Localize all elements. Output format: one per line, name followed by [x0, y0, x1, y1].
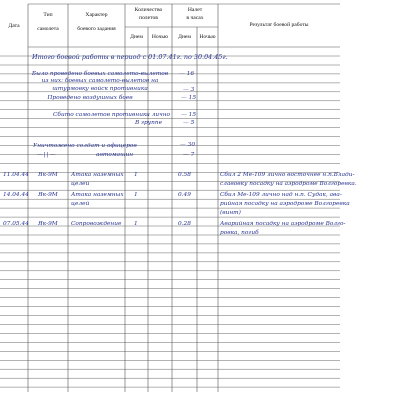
- header-aircraft-type-line1: Тип: [43, 12, 53, 18]
- summary-air-battles: Проведено воздушных боев: [47, 95, 133, 101]
- entry-1-sorties-day: 1: [134, 172, 138, 178]
- header-hours-day: Днем: [178, 34, 191, 40]
- header-sorties-day: Днем: [130, 34, 143, 40]
- summary-air-battles-value: — 15: [181, 95, 197, 101]
- entry-2-date: 14.04.44: [3, 192, 29, 198]
- summary-vehicles-value: — 7: [183, 152, 195, 158]
- entry-3-mission-line1: Сопровождение: [71, 221, 122, 227]
- entry-2-mission-line1: Атака наземных: [71, 192, 124, 198]
- entry-1-aircraft: Як-9М: [38, 172, 58, 178]
- summary-sorties-line2: из них: боевых самолето-вылетов на: [41, 78, 159, 84]
- summary-sorties-line1: Было проведено боевых самолето-вылетов: [31, 71, 169, 77]
- header-date: Дата: [8, 23, 20, 29]
- header-aircraft-type-line2: самолета: [37, 25, 59, 32]
- summary-sorties-value: — 16: [179, 71, 195, 77]
- header-sorties-line1: Количество: [134, 7, 163, 13]
- header-hours-night: Ночью: [199, 34, 216, 40]
- summary-vehicles: автомашин: [96, 152, 134, 158]
- summary-shot-down-personal-value: — 15: [181, 112, 197, 118]
- header-combat-result: Результат боевой работы: [249, 22, 309, 28]
- entry-1-date: 11.04.44: [3, 172, 29, 178]
- summary-shot-down-personal: Сбито самолетов противника лично: [53, 112, 171, 118]
- entry-1-mission-line2: целей: [71, 181, 90, 187]
- header-sorties-night: Ночью: [151, 34, 169, 40]
- entry-2-aircraft: Як-9М: [38, 192, 58, 198]
- summary-troops-value: — 30: [180, 142, 196, 148]
- header-flight-hours: [172, 7, 218, 22]
- header-mission-type-line1: Характер: [85, 12, 108, 18]
- entry-3-result-line1: Аварийная посадку на аэродроме Волго-: [220, 221, 346, 227]
- summary-sorties-line3: штурмовку войск противника: [52, 86, 148, 92]
- entry-2-mission-line2: целей: [71, 201, 90, 207]
- summary-troops: Уничтожено солдат и офицеров: [33, 143, 137, 149]
- header-mission-type-line2: боевого задания: [77, 25, 116, 32]
- header-mission-type: [68, 12, 125, 33]
- entry-1-result-line2: славовку посадку на аэродроме Волгоревка.: [220, 181, 357, 187]
- header-sorties: [125, 7, 172, 22]
- header-flight-hours-line2: в часах: [186, 14, 204, 21]
- entry-2-result-line2: рийная посадку на аэродроме Волгоревка: [220, 201, 350, 207]
- summary-shot-down-group-value: — 5: [183, 120, 195, 126]
- entry-3-sorties-day: 1: [134, 221, 138, 227]
- entry-1-result-line1: Сбил 2 Ме-109 лично восточнее н.п.Влади-: [220, 172, 355, 178]
- entry-2-result-line3: (винт): [220, 210, 241, 216]
- entry-3-hours-day: 0.28: [178, 221, 191, 227]
- header-aircraft-type: [28, 12, 68, 33]
- summary-vehicles-ditto: —||—: [37, 152, 57, 158]
- summary-attack-value: — 3: [183, 87, 195, 93]
- entry-2-result-line1: Сбил Ме-109 лично над н.п. Судак, ава-: [220, 192, 342, 198]
- summary-shot-down-group: В группе: [135, 120, 163, 126]
- entry-1-hours-day: 0.58: [178, 172, 191, 178]
- entry-3-date: 07.05.44: [3, 221, 29, 227]
- entry-2-sorties-day: 1: [134, 192, 138, 198]
- entry-1-mission-line1: Атака наземных: [71, 172, 124, 178]
- entry-3-result-line2: ровка, погиб: [220, 230, 259, 236]
- entry-3-aircraft: Як-9М: [38, 221, 58, 227]
- entry-2-hours-day: 0.49: [178, 192, 191, 198]
- header-flight-hours-line1: Налет: [187, 7, 203, 13]
- summary-title: Итого боевой работы в период с 01.07.41г. по 30.04.45г.: [32, 53, 228, 61]
- header-sorties-line2: полетов: [139, 14, 158, 21]
